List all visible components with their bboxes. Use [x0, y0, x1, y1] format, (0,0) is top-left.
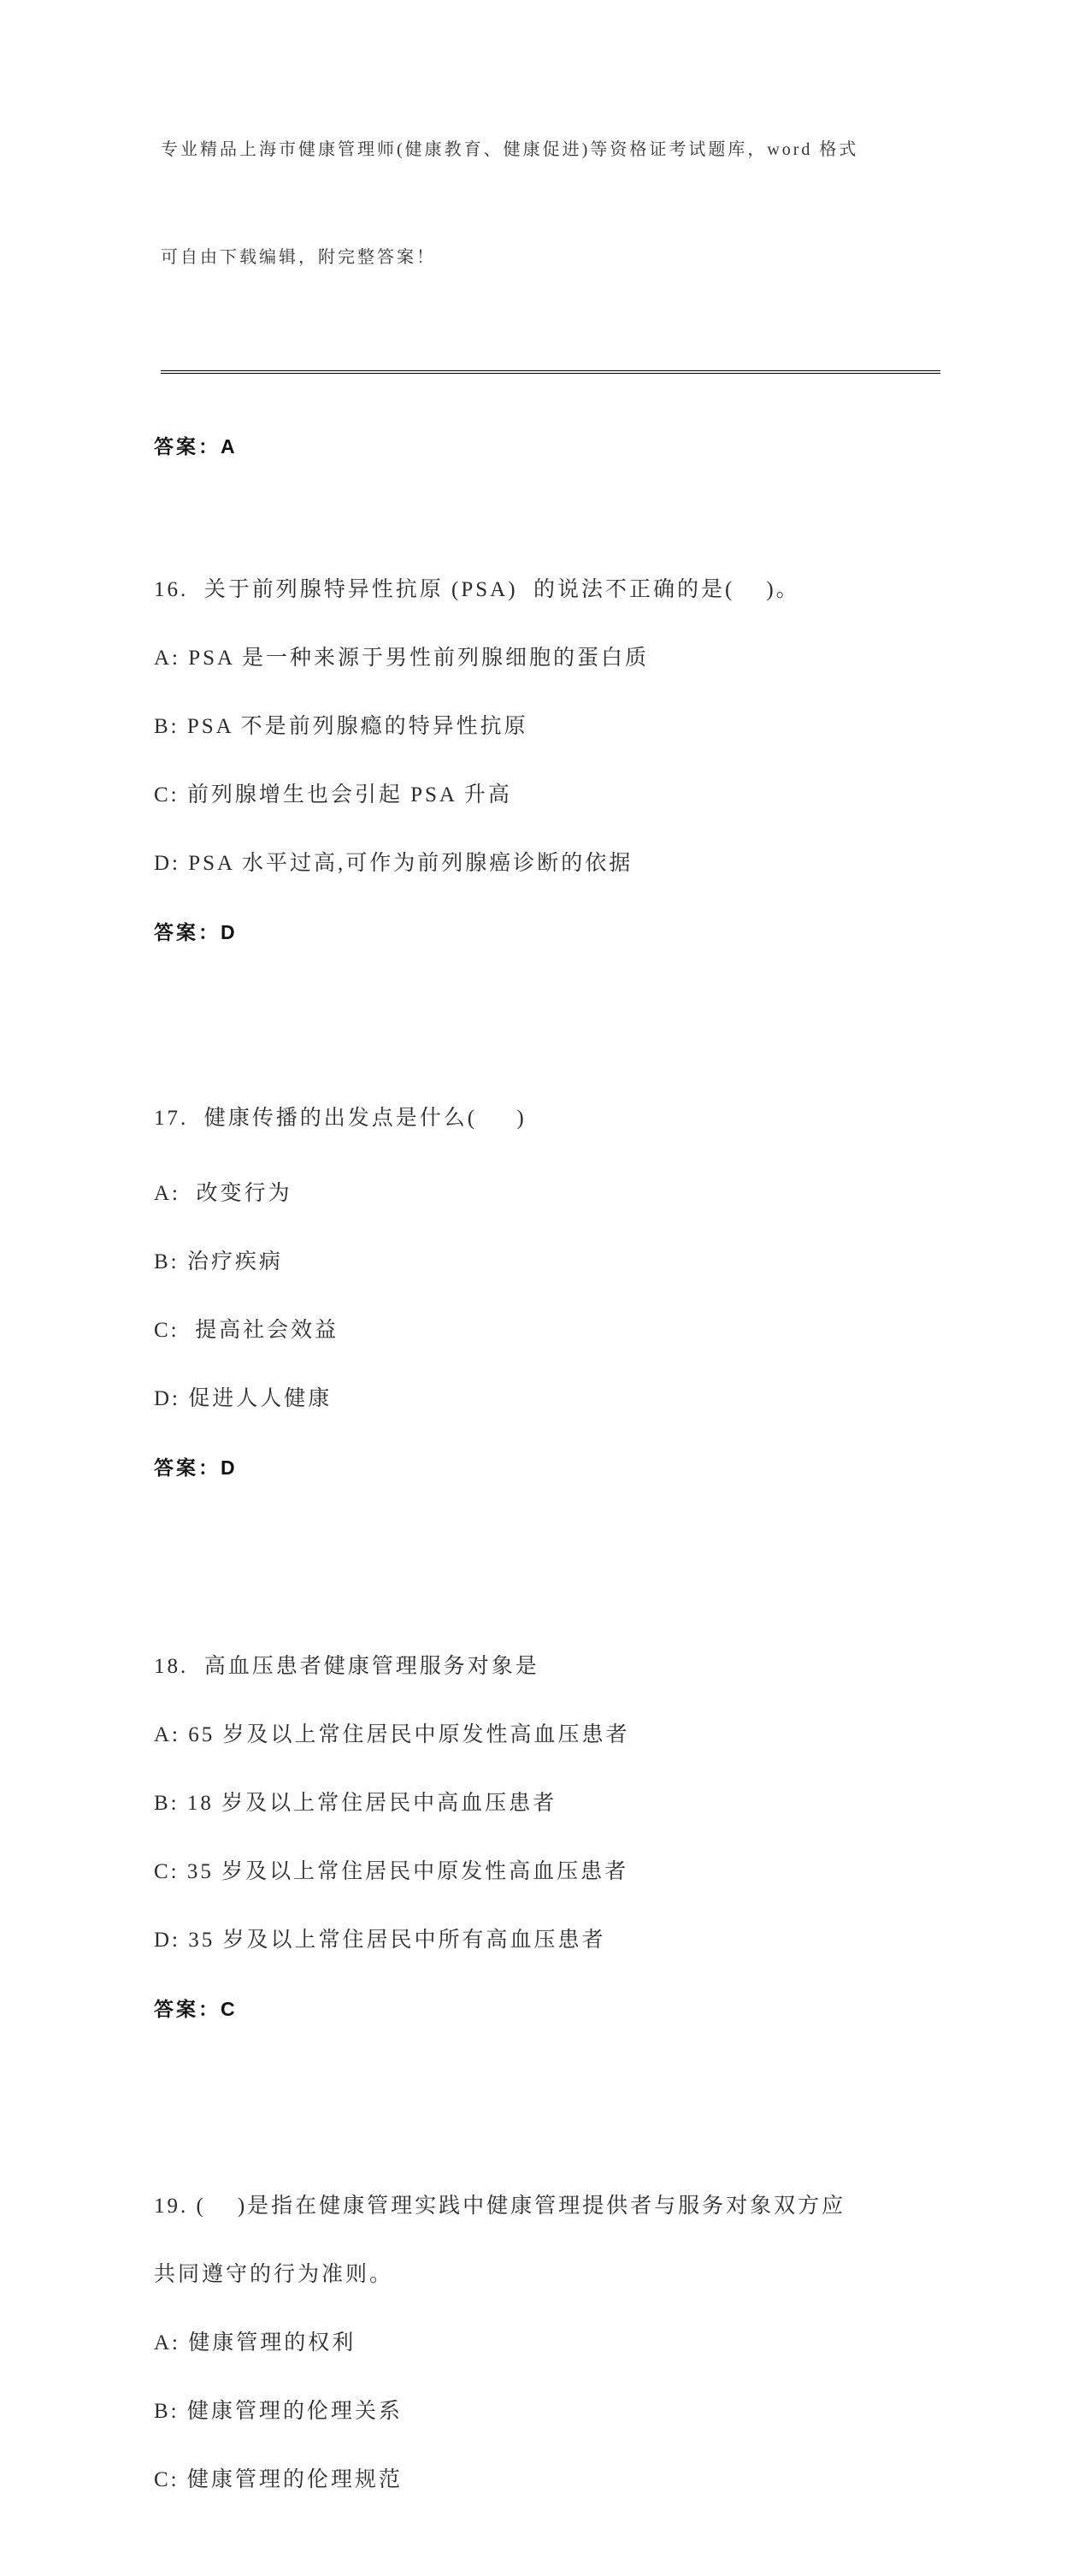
page-header: [161, 60, 940, 374]
question-17: [154, 1069, 1047, 1517]
question-18-option-a: A: 65 岁及以上常住居民中原发性高血压患者: [154, 1723, 630, 1746]
question-18-option-d: D: 35 岁及以上常住居民中所有高血压患者: [154, 1929, 606, 1952]
question-17-option-b: B: 治疗疾病: [154, 1250, 283, 1273]
question-18-option-b: B: 18 岁及以上常住居民中高血压患者: [154, 1792, 557, 1815]
question-18-option-c: C: 35 岁及以上常住居民中原发性高血压患者: [154, 1860, 629, 1883]
question-16-option-a: A: PSA 是一种来源于男性前列腺细胞的蛋白质: [154, 647, 649, 670]
document-body: [154, 374, 1090, 2576]
question-17-option-c: C: 提高社会效益: [154, 1319, 339, 1342]
question-19: [154, 2157, 1047, 2530]
question-19-stem-line-1: 19. ( )是指在健康管理实践中健康管理提供者与服务对象双方应: [154, 2195, 846, 2218]
question-16-option-b: B: PSA 不是前列腺瘾的特异性抗原: [154, 715, 528, 738]
question-17-option-d: D: 促进人人健康: [154, 1387, 333, 1410]
question-16: [154, 541, 1047, 982]
question-19-stem-line-2: 共同遵守的行为准则。: [154, 2263, 394, 2286]
answer-line-question-16: 答案：D: [154, 921, 238, 943]
question-17-stem: 17. 健康传播的出发点是什么( ): [154, 1107, 527, 1130]
question-19-option-c: C: 健康管理的伦理规范: [154, 2468, 403, 2491]
question-16-option-d: D: PSA 水平过高,可作为前列腺癌诊断的依据: [154, 852, 633, 875]
header-line-1: 专业精品上海市健康管理师(健康教育、健康促进)等资格证考试题库，word 格式: [161, 140, 859, 159]
question-19-option-b: B: 健康管理的伦理关系: [154, 2400, 403, 2423]
question-18-stem: 18. 高血压患者健康管理服务对象是: [154, 1655, 539, 1678]
question-17-option-a: A: 改变行为: [154, 1182, 292, 1205]
answer-line-question-18: 答案：C: [154, 1998, 238, 2020]
answer-line-question-17: 答案：D: [154, 1456, 238, 1479]
header-line-2: 可自由下载编辑，附完整答案！: [161, 248, 436, 267]
question-16-option-c: C: 前列腺增生也会引起 PSA 升高: [154, 783, 512, 806]
document-page: [0, 60, 1090, 2491]
question-18: [154, 1617, 1047, 2059]
question-16-stem: 16. 关于前列腺特异性抗原 (PSA) 的说法不正确的是( )。: [154, 578, 800, 601]
question-19-option-a: A: 健康管理的权利: [154, 2331, 356, 2354]
answer-line-previous-question: 答案：A: [154, 435, 238, 458]
